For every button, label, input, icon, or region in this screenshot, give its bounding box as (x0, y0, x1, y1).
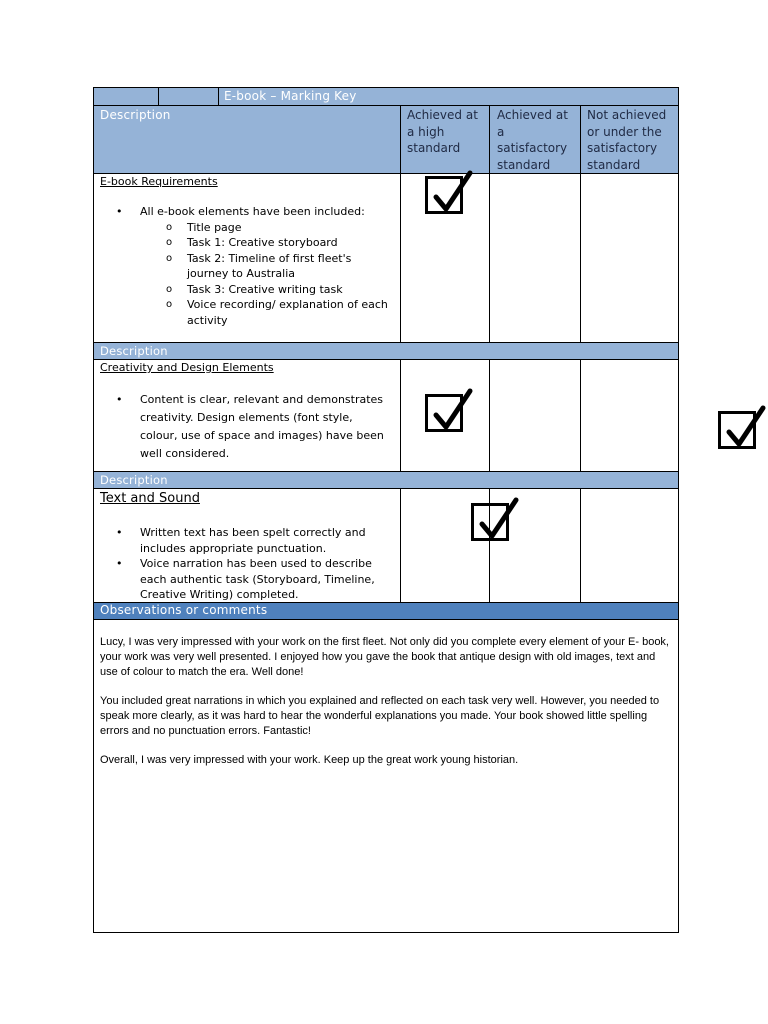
checked-box-icon (718, 411, 756, 449)
checked-box-icon (425, 394, 463, 432)
section-ebook-requirements (94, 174, 400, 342)
section-header-description: Description (100, 473, 168, 487)
list-item: o Voice recording/ explanation of each activity (94, 297, 394, 328)
section-text-sound (94, 489, 400, 602)
table-title: E-book – Marking Key (224, 89, 357, 103)
comment-paragraph: Lucy, I was very impressed with your work on the first fleet. Not only did you complete every element of your E- book, your work was very well presented. I enjoyed how you gave the book that antique design with old images, text and use of colour to match the era. Well done! (100, 636, 669, 678)
list-item: o Task 2: Timeline of first fleet's journey to Australia (94, 251, 394, 282)
section-title: Text and Sound (100, 491, 200, 506)
list-item: o Task 1: Creative storyboard (94, 235, 394, 251)
list-item: • Written text has been spelt correctly and includes appropriate punctuation. (94, 525, 390, 556)
column-header-satisfactory: Achieved at a satisfactory standard (497, 108, 568, 172)
section-header-description: Description (100, 344, 168, 358)
list-item: o Title page (94, 220, 394, 236)
list-item: • Content is clear, relevant and demonstrates creativity. Design elements (font style, colour, use of space and images) have been well considered. (94, 391, 390, 463)
list-item: • All e-book elements have been included: (94, 204, 394, 220)
observations-header: Observations or comments (100, 603, 268, 617)
list-item: • Voice narration has been used to describe each authentic task (Storyboard, Timeline, Creative Writing) completed. (94, 556, 390, 603)
column-header-not-achieved: Not achieved or under the satisfactory standard (587, 108, 667, 172)
comment-paragraph: You included great narrations in which you explained and reflected on each task very well. However, you needed to speak more clearly, as it was hard to hear the wonderful explanations you made. Your book showed little spelling errors and no punctuation errors. Fantastic! (100, 695, 660, 737)
column-header-description: Description (100, 108, 171, 122)
list-item: o Task 3: Creative writing task (94, 282, 394, 298)
observations-comments (100, 635, 672, 782)
title-row (94, 88, 678, 105)
comment-paragraph: Overall, I was very impressed with your work. Keep up the great work young historian. (100, 754, 519, 766)
column-header-high: Achieved at a high standard (407, 108, 478, 155)
checked-box-icon (425, 176, 463, 214)
section-title: E-book Requirements (100, 175, 218, 188)
checked-box-icon (471, 503, 509, 541)
section-header-row (94, 472, 678, 488)
section-creativity-design (94, 360, 400, 471)
section-title: Creativity and Design Elements (100, 361, 274, 374)
section-header-row (94, 343, 678, 359)
